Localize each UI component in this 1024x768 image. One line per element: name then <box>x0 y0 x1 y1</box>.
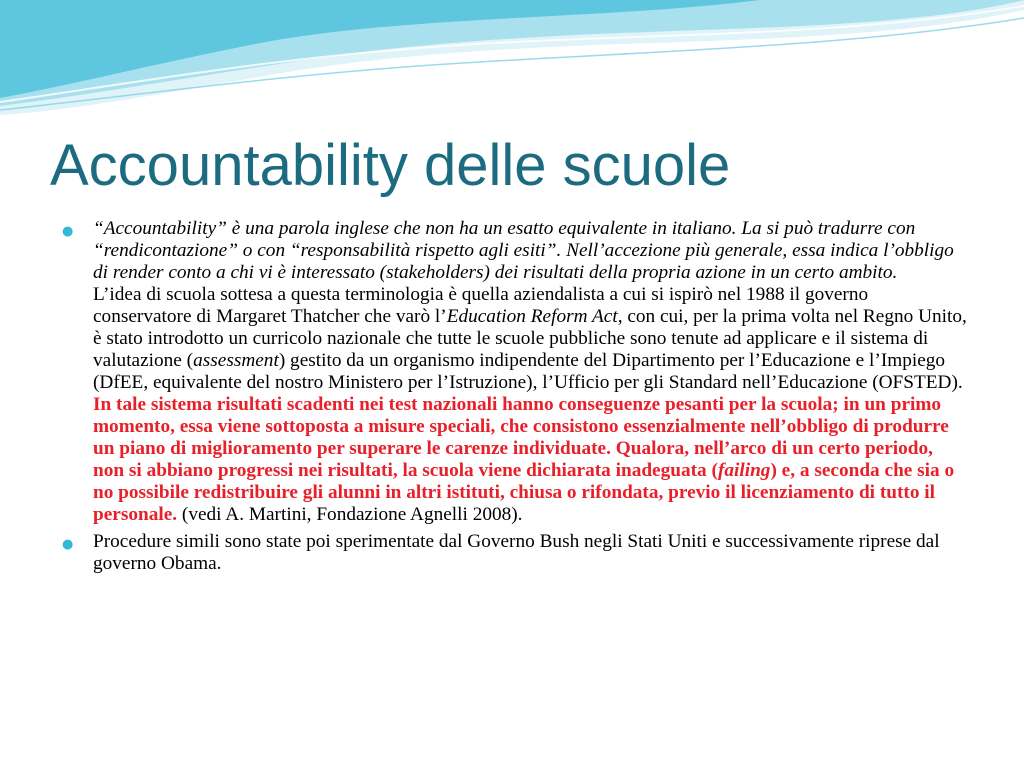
thatcher-text-c: ) gestito da un organismo indipendente del Dipartimento per l’Educazione e l’Impiego (DfEE, equivalente del nostro Ministero per l’Istruzione), l’Ufficio per gli Standard nell’Educazione (OFSTED). <box>93 350 963 393</box>
bullet-item-accountability <box>62 218 967 526</box>
assessment-italic: assessment <box>193 350 279 371</box>
thatcher-paragraph <box>93 284 967 394</box>
thatcher-text-b: , con cui, per la prima volta nel Regno Unito, è stato introdotto un curricolo nazionale che tutte le scuole pubbliche sono tenute ad applicare e il sistema di valutazione ( <box>93 306 967 371</box>
consequences-red-text-a: In tale sistema risultati scadenti nei test nazionali hanno conseguenze pesanti per la scuola; in un primo momento, essa viene sottoposta a misure speciali, che consistono essenzialmente nell’obbligo di produrre un piano di miglioramento per superare le carenze individuate. Qualora, nell’arco di un certo periodo, non si abbiano progressi nei risultati, la scuola viene dichiarata inadeguata ( <box>93 394 949 481</box>
bullet-item-procedures <box>62 531 967 575</box>
circle-bullet-icon: ● <box>62 224 74 239</box>
failing-italic: failing <box>717 460 771 481</box>
consequences-red-text-b: ) e, a seconda che sia o no possibile redistribuire gli alunni in altri istituti, chiusa o rifondata, previo il licenziamento di tutto il personale. <box>93 460 955 525</box>
bullet-list <box>62 218 967 575</box>
circle-bullet-icon: ● <box>62 537 74 552</box>
slide-title: Accountability delle scuole <box>50 133 731 198</box>
header-wave-decoration <box>0 0 1024 120</box>
education-reform-act-italic: Education Reform Act <box>446 306 618 327</box>
procedures-text: Procedure simili sono state poi sperimentate dal Governo Bush negli Stati Uniti e successivamente riprese dal governo Obama. <box>93 531 940 574</box>
accountability-definition <box>93 218 967 284</box>
consequences-paragraph <box>93 394 967 526</box>
thatcher-text-a: L’idea di scuola sottesa a questa terminologia è quella aziendalista a cui si ispirò nel 1988 il governo conservatore di Margaret Thatcher che varò l’ <box>93 284 869 327</box>
definition-italic-text: “Accountability” è una parola inglese che non ha un esatto equivalente in italiano. La si può tradurre con “rendicontazione” o con “responsabilità rispetto agli esiti”. Nell’accezione più generale, essa indica l’obbligo di render conto a chi vi è interessato (stakeholders) dei risultati della propria azione in un certo ambito. <box>93 218 954 283</box>
citation-text: (vedi A. Martini, Fondazione Agnelli 2008). <box>177 504 523 525</box>
